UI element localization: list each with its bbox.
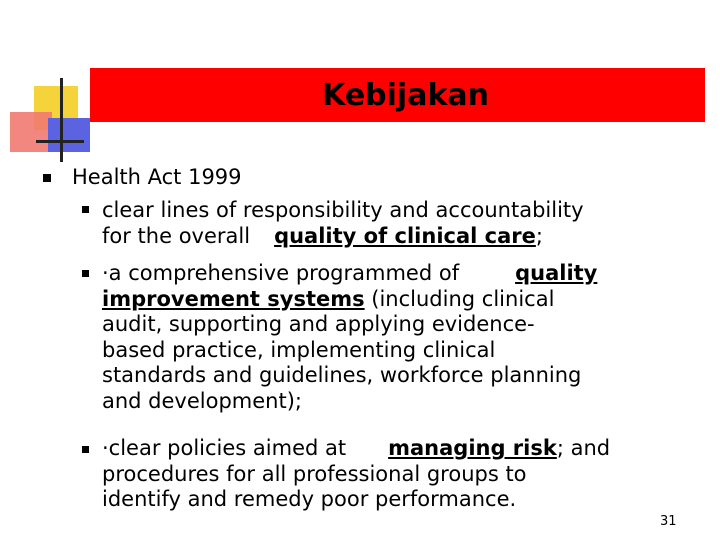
sub-item-3-emphasis: managing risk	[388, 436, 557, 460]
sub-item-1-emphasis: quality of clinical care	[274, 223, 536, 248]
page-number: 31	[660, 514, 677, 529]
bullet-square-icon	[43, 174, 51, 182]
bullet-square-icon	[82, 446, 89, 453]
sub-item-1-line2-pre: for the overall	[102, 223, 251, 248]
sub-item-2-emphasis-a: quality	[515, 261, 598, 285]
sub-item-3	[102, 436, 662, 513]
sub-item-2-line3: audit, supporting and applying evidence-	[102, 312, 535, 336]
sub-item-2-line5: standards and guidelines, workforce planning	[102, 363, 582, 387]
level1-item: Health Act 1999	[72, 165, 242, 189]
sub-item-2-line4: based practice, implementing clinical	[102, 337, 496, 362]
sub-item-3-line2: procedures for all professional groups to	[102, 461, 527, 486]
sub-item-1-line2-post: ;	[535, 223, 543, 248]
slide-title: Kebijakan	[322, 77, 489, 113]
sub-item-1	[102, 198, 662, 249]
sub-item-2-line2-post: (including clinical	[364, 286, 555, 311]
sub-item-2	[102, 261, 662, 414]
sub-item-2-emphasis-b: improvement systems	[102, 286, 365, 311]
bullet-square-icon	[82, 206, 89, 213]
sub-item-2-line1-pre: ·a comprehensive programmed of	[102, 261, 460, 285]
sub-item-1-line1: clear lines of responsibility and accountability	[102, 198, 584, 222]
sub-item-3-line3: identify and remedy poor performance.	[102, 487, 517, 511]
sub-item-2-line6: and development);	[102, 388, 302, 413]
sub-item-3-line1-post: ; and	[556, 436, 611, 460]
bullet-square-icon	[82, 270, 89, 277]
sub-item-3-line1-pre: ·clear policies aimed at	[102, 436, 347, 460]
